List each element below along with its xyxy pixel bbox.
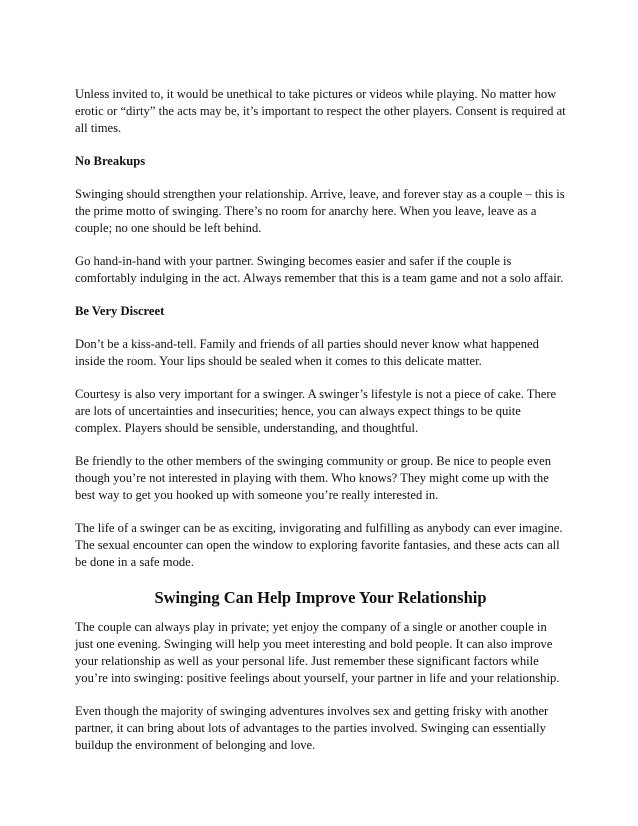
paragraph-advantages: Even though the majority of swinging adventures involves sex and getting frisky with another partner, it can bring about lots of advantages to the parties involved. Swinging can essentially buildup the environment of belonging and love. [75, 704, 549, 752]
paragraph-photo-consent: Unless invited to, it would be unethical to take pictures or videos while playing. No matter how erotic or “dirty” the acts may be, it’s important to respect the other players. Consent is required at all times. [75, 87, 566, 135]
heading-no-breakups: No Breakups [75, 154, 146, 168]
paragraph-life-of-swinger: The life of a swinger can be as exciting, invigorating and fulfilling as anybody can ever imagine. The sexual encounter can open the window to exploring favorite fantasies, and these acts can all be done in a safe mode. [75, 521, 563, 569]
paragraph-play-in-private: The couple can always play in private; yet enjoy the company of a single or another couple in just one evening. Swinging will help you meet interesting and bold people. It can also improve your relationship as well as your personal life. Just remember these significant factors while you’re into swinging: positive feelings about yourself, your partner in life and your relationship. [75, 620, 560, 685]
paragraph-be-friendly: Be friendly to the other members of the swinging community or group. Be nice to people even though you’re not interested in playing with them. Who knows? They might come up with the best way to get you hooked up with someone you’re really interested in. [75, 454, 551, 502]
paragraph-hand-in-hand: Go hand-in-hand with your partner. Swinging becomes easier and safer if the couple is comfortably indulging in the act. Always remember that this is a team game and not a solo affair. [75, 254, 564, 285]
paragraph-strengthen-relationship: Swinging should strengthen your relationship. Arrive, leave, and forever stay as a couple – this is the prime motto of swinging. There’s no room for anarchy here. When you leave, leave as a couple; no one should be left behind. [75, 187, 565, 235]
heading-be-very-discreet: Be Very Discreet [75, 304, 165, 318]
paragraph-courtesy: Courtesy is also very important for a swinger. A swinger’s lifestyle is not a piece of cake. There are lots of uncertainties and insecurities; hence, you can always expect things to be quite complex. Players should be sensible, understanding, and thoughtful. [75, 387, 557, 435]
section-heading-improve-relationship: Swinging Can Help Improve Your Relationship [154, 588, 487, 607]
paragraph-kiss-and-tell: Don’t be a kiss-and-tell. Family and friends of all parties should never know what happened inside the room. Your lips should be sealed when it comes to this delicate matter. [75, 337, 539, 368]
